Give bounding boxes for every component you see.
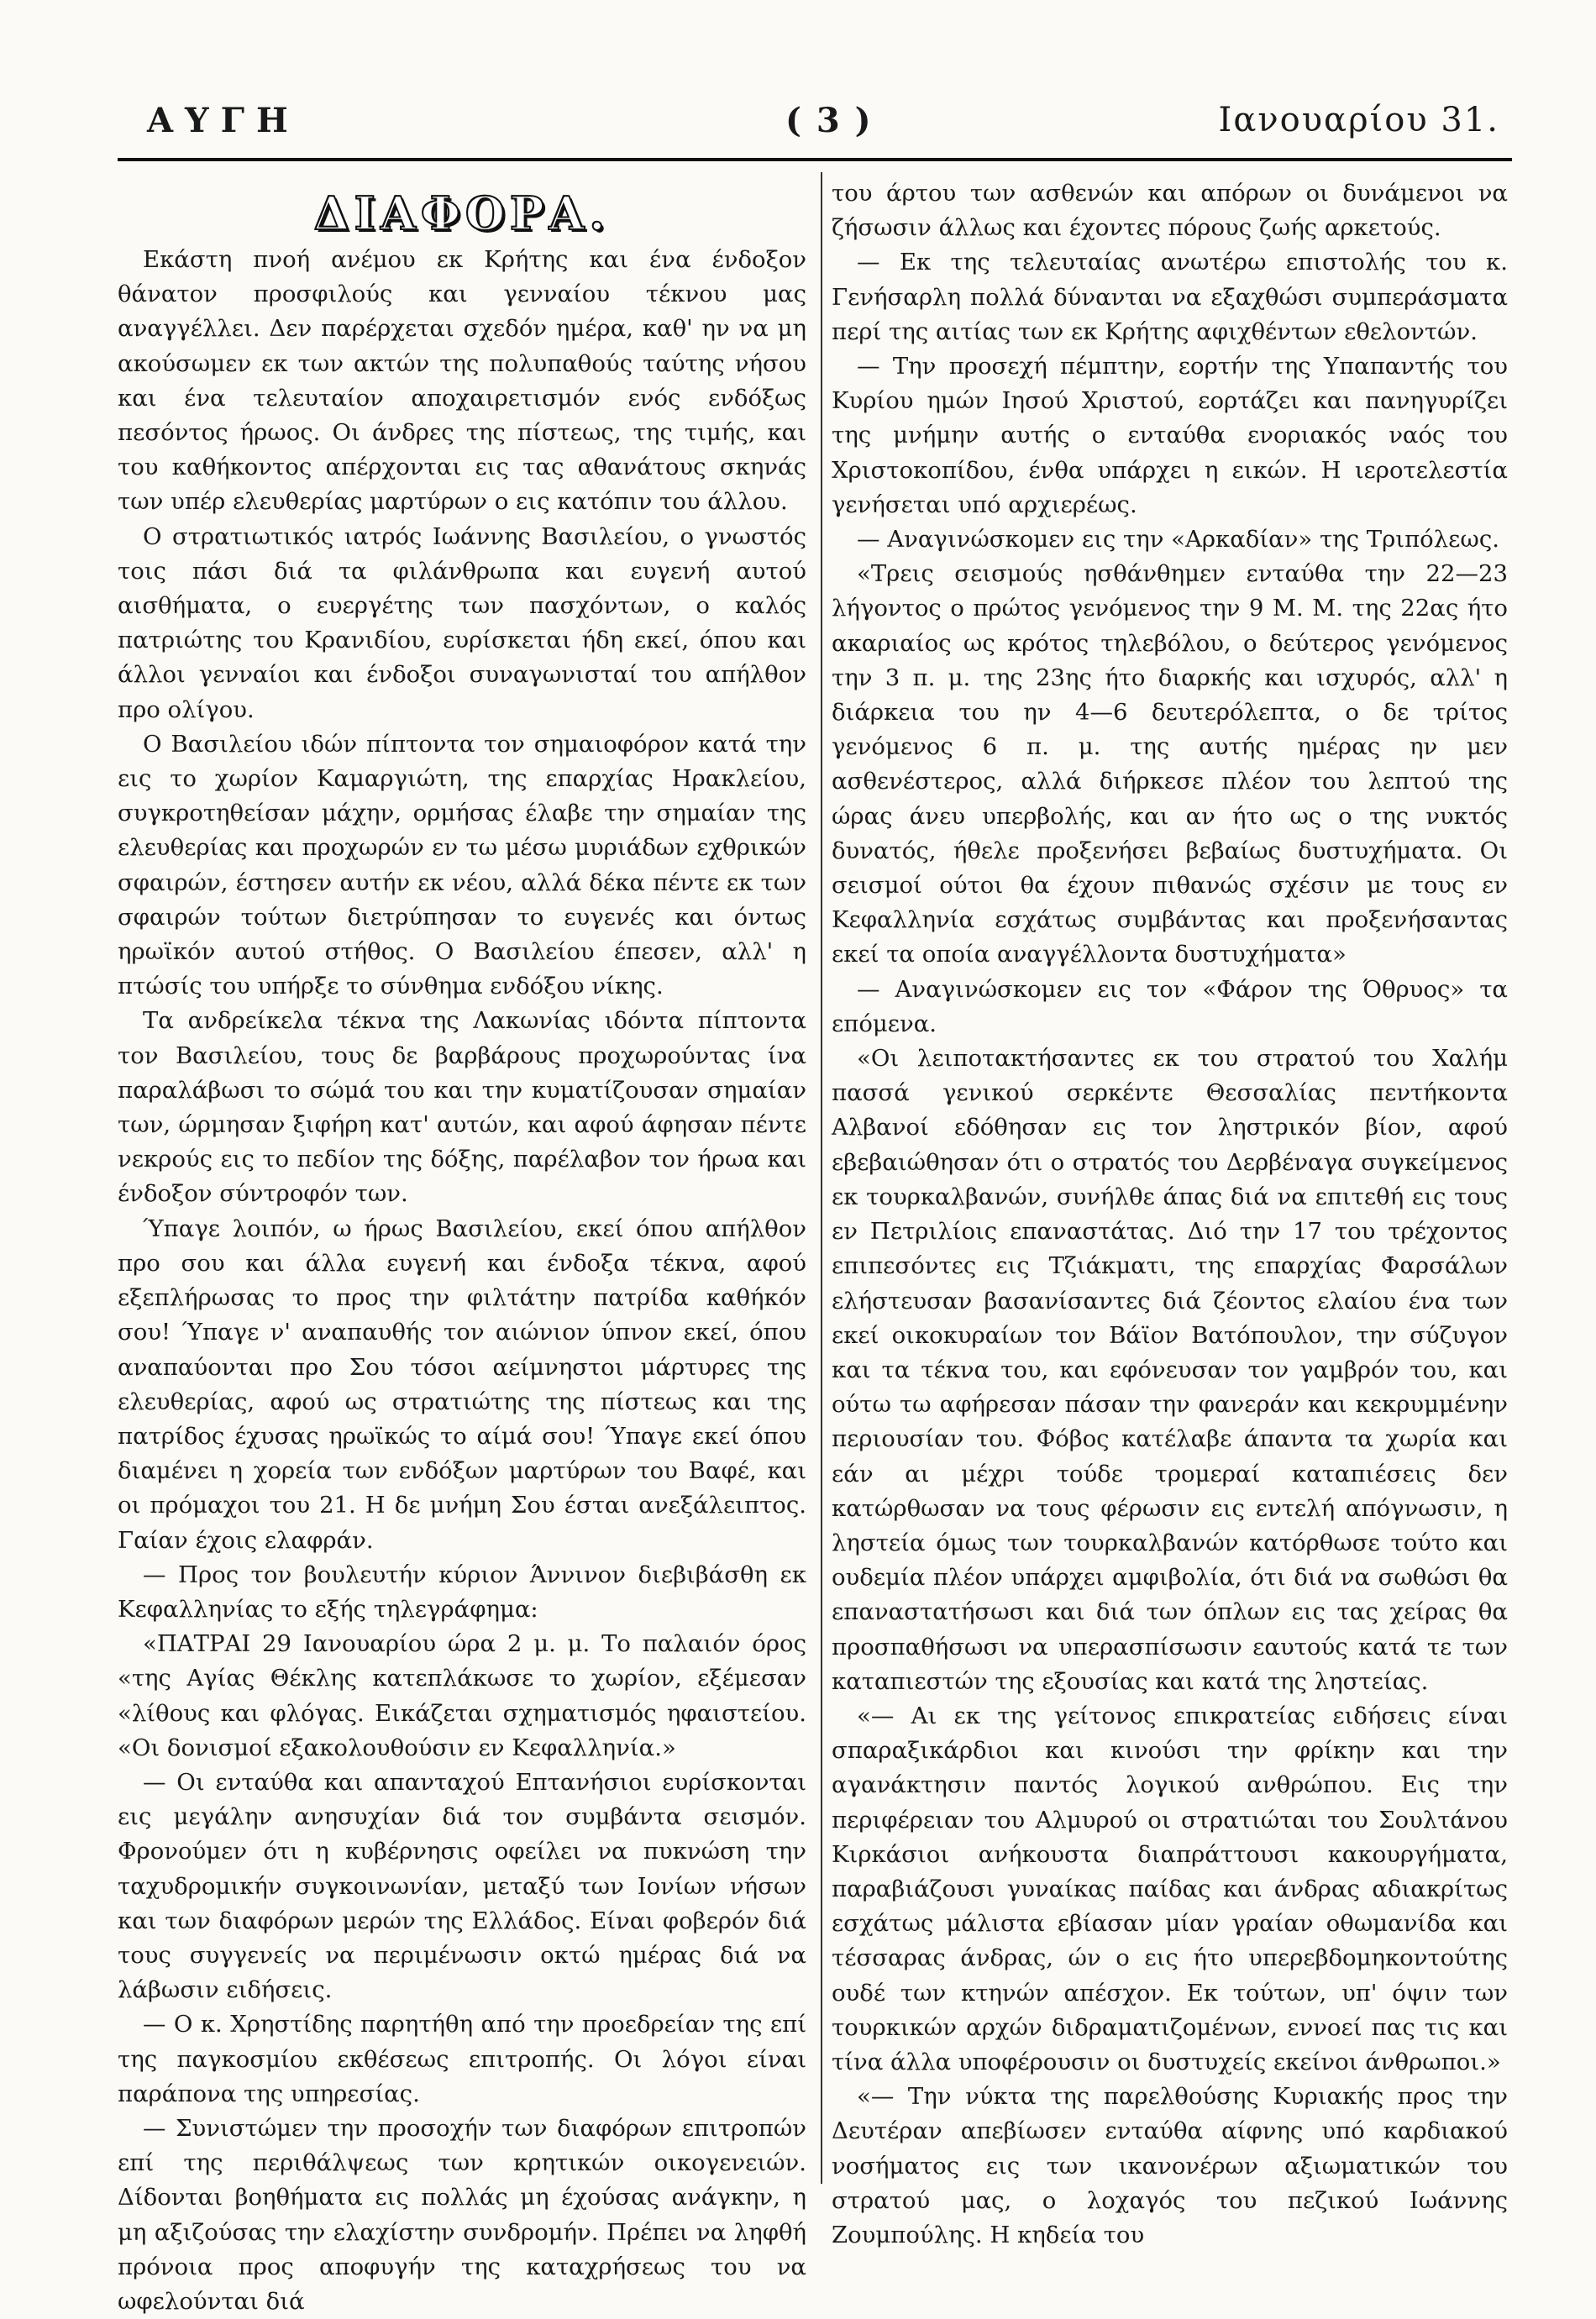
paragraph: Ο στρατιωτικός ιατρός Ιωάννης Βασιλείου, ο γνωστός τοις πάσι διά τα φιλάνθρωπα και ευγενή αυτού αισθήματα, ο ευεργέτης των πασχόντων, ο καλός πατριώτης του Κρανιδίου, ευρίσκεται ήδη εκεί, όπου και άλλοι γενναίοι και ένδοξοι συναγωνισταί του απήλθον προ ολίγου. — [118, 522, 806, 723]
masthead-rule — [118, 158, 1512, 161]
section-title: ΔΙΑΦΟΡΑ. — [313, 186, 611, 240]
paragraph: Ύπαγε λοιπόν, ω ήρως Βασιλείου, εκεί όπου απήλθον προ σου και άλλα ευγενή και ένδοξα τέκνα, αφού εξεπλήρωσας το προς την φιλτάτην πατρίδα καθήκόν σου! Ύπαγε ν' αναπαυθής τον αιώνιον ύπνον εκεί, όπου αναπαύονται προ Σου τόσοι αείμνηστοι μάρτυρες της ελευθερίας, αφού ως στρατιώτης της πίστεως και της πατρίδος έχυσας ηρωϊκώς το αίμά σου! Ύπαγε εκεί όπου διαμένει η χορεία των ενδόξων μαρτύρων του Βαφέ, και οι πρόμαχοι του 21. Η δε μνήμη Σου έσται ανεξάλειπτος. Γαίαν έχοις ελαφράν. — [118, 1215, 806, 1554]
quote-paragraph: «— Την νύκτα της παρελθούσης Κυριακής προς την Δευτέραν απεβίωσεν ενταύθα αίφνης υπό καρδιακού νοσήματος εις των ικανονέρων αξιωματικών του στρατού μας, ο λοχαγός του πεζικού Ιωάννης Ζουμπούλης. Η κηδεία του — [832, 2083, 1508, 2248]
paragraph: — Αναγινώσκομεν εις την «Αρκαδίαν» της Τριπόλεως. — [857, 526, 1499, 554]
quote-paragraph: «Οι λειποτακτήσαντες εκ του στρατού του Χαλήμ πασσά γενικού σερκέντε Θεσσαλίας πεντήκοντα Αλβανοί εδόθησαν εις τον ληστρικόν βίον, αφού εβεβαιώθησαν ότι ο στρατός του Δερβέναγα συγκείμενος εκ τουρκαλβανών, συνήλθε άπας διά να επιτεθή εις τους εν Πετριλίοις επαναστάτας. Διό την 17 του τρέχοντος επιπεσόντες εις Τζιάκματι, της επαρχίας Φαρσάλων ελήστευσαν βασανίσαντες διά ζέοντος ελαίου ένα των εκεί οικοκυραίων τον Βάϊον Βατόπουλον, την σύζυγον και τα τέκνα του, και εφόνευσαν τον γαμβρόν του, και ούτω τω αφήρεσαν πάσαν την φανεράν και κεκρυμμένην περιουσίαν του. Φόβος κατέλαβε άπαντα τα χωρία και εάν αι μέχρι τούδε τρομεραί καταπιέσεις δεν κατώρθωσαν να τους φέρωσιν εις εντελή απόγνωσιν, η ληστεία όμως των τουρκαλβανών κατόρθωσε τούτο και ουδεμία πλέον υπάρχει αμφιβολία, ότι διά να σωθώσι θα επαναστατήσωσι και διά των όπλων εις τας χείρας θα προσπαθήσωσι να υπερασπίσωσιν εαυτούς κατά τε των καταπιεστών της εξουσίας και κατά της ληστείας. — [832, 1045, 1508, 1695]
paragraph: — Ο κ. Χρηστίδης παρητήθη από την προεδρείαν της επί της παγκοσμίου εκθέσεως επιτροπής. Οι λόγοι είναι παράπονα της υπηρεσίας. — [118, 2011, 806, 2107]
left-column — [118, 189, 806, 2319]
paragraph: — Οι ενταύθα και απανταχού Επτανήσιοι ευρίσκονται εις μεγάλην ανησυχίαν διά τον συμβάντα σεισμόν. Φρονούμεν ότι η κυβέρνησις οφείλει να πυκνώση την ταχυδρομικήν συγκοινωνίαν, μεταξύ των Ιονίων νήσων και των διαφόρων μερών της Ελλάδος. Είναι φοβερόν διά τους συγγενείς να περιμένωσιν οκτώ ημέρας διά να λάβωσιν ειδήσεις. — [118, 1768, 806, 2004]
right-column — [832, 176, 1508, 2253]
newspaper-title: ΑΥΓΗ — [147, 101, 300, 140]
paragraph: — Εκ της τελευταίας ανωτέρω επιστολής του κ. Γενήσαρλη πολλά δύνανται να εξαχθώσι συμπεράσματα περί της αιτίας των εκ Κρήτης αφιχθέντων εθελοντών. — [832, 249, 1508, 345]
quote-paragraph: «Τρεις σεισμούς ησθάνθημεν ενταύθα την 22—23 λήγοντος ο πρώτος γενόμενος την 9 Μ. Μ. της 22ας ήτο ακαριαίος ως κρότος τηλεβόλου, ο δεύτερος γενόμενος την 3 π. μ. της 23ης ήτο διαρκής και ισχυρός, αλλ' η διάρκεια του ην 4—6 δευτερόλεπτα, ο δε τρίτος γενόμενος 6 π. μ. της αυτής ημέρας ην μεν ασθενέστερος, αλλά διήρκεσε πλέον του λεπτού της ώρας άνευ υπερβολής, και αν ήτο ως ο της νυκτός δυνατός, ήθελε προξενήσει βεβαίως δυστυχήματα. Οι σεισμοί ούτοι θα έχουν πιθανώς σχέσιν με τους εν Κεφαλληνία εσχάτως συμβάντας και προξενήσαντας εκεί τα οποία αναγγέλλοντα δυστυχήματα» — [832, 560, 1508, 968]
paragraph: του άρτου των ασθενών και απόρων οι δυνάμενοι να ζήσωσιν άλλως και έχοντες πόρους ζωής αρκετούς. — [832, 180, 1508, 242]
paragraph: Τα ανδρείκελα τέκνα της Λακωνίας ιδόντα πίπτοντα τον Βασιλείου, τους δε βαρβάρους προχωρούντας ίνα παραλάβωσι το σώμά του και την κυματίζουσαν σημαίαν των, ώρμησαν ξιφήρη κατ' αυτών, και αφού άφησαν πέντε νεκρούς εις το πεδίον της δόξης, παρέλαβον τον ήρωα και ένδοξον σύντροφόν των. — [118, 1007, 806, 1208]
paragraph: Ο Βασιλείου ιδών πίπτοντα τον σημαιοφόρον κατά την εις το χωρίον Καμαργιώτη, της επαρχίας Ηρακλείου, συγκροτηθείσαν μάχην, ορμήσας έλαβε την σημαίαν της ελευθερίας και προχωρών εν τω μέσω μυριάδων εχθρικών σφαιρών, έστησεν αυτήν εκ νέου, αλλά δέκα πέντε εκ των σφαιρών τούτων διετρύπησαν το ευγενές και όντως ηρωϊκόν αυτού στήθος. Ο Βασιλείου έπεσεν, αλλ' η πτώσίς του υπήρξε το σύνθημα ενδόξου νίκης. — [118, 730, 806, 1000]
title-space — [118, 189, 806, 243]
paragraph: — Συνιστώμεν την προσοχήν των διαφόρων επιτροπών επί της περιθάλψεως των κρητικών οικογενειών. Δίδονται βοηθήματα εις πολλάς μη έχούσας ανάγκην, η μη αξιζούσας την ελαχίστην συνδρομήν. Πρέπει να ληφθή πρόνοια προς αποφυγήν της καταχρήσεως του να ωφελούνται διά — [118, 2114, 806, 2315]
quote-paragraph: «— Αι εκ της γείτονος επικρατείας ειδήσεις είναι σπαραξικάρδιοι και κινούσι την φρίκην και την αγανάκτησιν παντός λογικού ανθρώπου. Εις την περιφέρειαν του Αλμυρού οι στρατιώται του Σουλτάνου Κιρκάσιοι ανήκουστα διαπράττουσι κακουργήματα, παραβιάζουσι γυναίκας παίδας και άνδρας αδιακρίτως εσχάτως μάλιστα εβίασαν μίαν γραίαν οθωμανίδα και τέσσαρας άνδρας, ών ο εις ήτο υπερεβδομηκοντούτης ουδέ των κτηνών απέσχον. Εκ τούτων, υπ' όψιν των τουρκικών αρχών διδραματιζομένων, εννοεί πας τις και τίνα άλλα υποφέρουσιν οι δυστυχείς εκείνοι άνθρωποι.» — [832, 1702, 1508, 2075]
paragraph: — Την προσεχή πέμπτην, εορτήν της Υπαπαντής του Κυρίου ημών Ιησού Χριστού, εορτάζει και πανηγυρίζει της μνήμην αυτής ο ενταύθα ενοριακός ναός του Χριστοκοπίδου, ένθα υπάρχει η εικών. Η ιεροτελεστία γενήσεται υπό αρχιερέως. — [832, 353, 1508, 518]
paragraph: Εκάστη πνοή ανέμου εκ Κρήτης και ένα ένδοξον θάνατον προσφιλούς και γενναίου τέκνου μας αναγγέλλει. Δεν παρέρχεται σχεδόν ημέρα, καθ' ην να μη ακούσωμεν εκ των ακτών της πολυπαθούς ταύτης νήσου και ένα τελευταίον αποχαιρετισμόν ενός ενδόξως πεσόντος ήρωος. Οι άνδρες της πίστεως, της τιμής, και του καθήκοντος απέρχονται εις τας αθανάτους σκηνάς των υπέρ ελευθερίας μαρτύρων ο εις κατόπιν του άλλου. — [118, 246, 806, 516]
column-divider — [821, 172, 822, 2184]
page-number: ( 3 ) — [785, 101, 873, 140]
paragraph: — Αναγινώσκομεν εις τον «Φάρον της Όθρυος» τα επόμενα. — [832, 975, 1508, 1037]
masthead — [147, 101, 1508, 151]
paragraph: — Προς τον βουλευτήν κύριον Άννινον διεβιβάσθη εκ Κεφαλληνίας το εξής τηλεγράφημα: — [118, 1561, 806, 1623]
telegram-paragraph: «ΠΑΤΡΑΙ 29 Ιανουαρίου ώρα 2 μ. μ. Το παλαιόν όρος «της Αγίας Θέκλης κατεπλάκωσε το χωρίον, εξέμεσαν «λίθους και φλόγας. Εικάζεται σχηματισμός ηφαιστείου. «Οι δονισμοί εξακολουθούσιν εν Κεφαλληνία.» — [118, 1630, 806, 1761]
issue-date: Ιανουαρίου 31. — [1218, 101, 1499, 139]
